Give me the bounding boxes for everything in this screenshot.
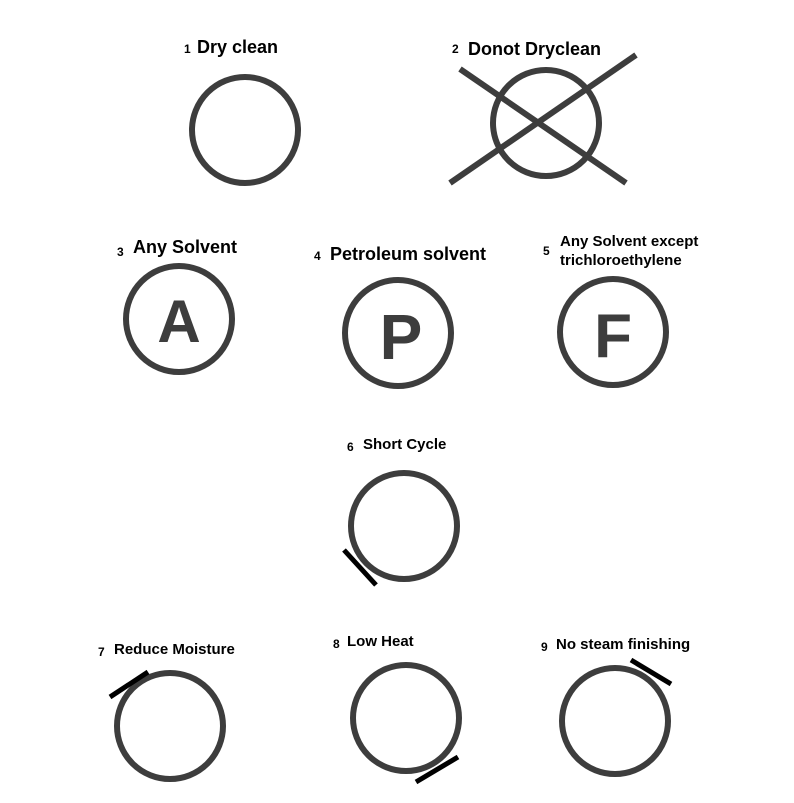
- circle-bottom-left-bar-icon: [344, 473, 457, 585]
- symbol-3-number: 3: [117, 245, 124, 259]
- symbol-7-label: Reduce Moisture: [114, 641, 235, 658]
- symbol-6-label: Short Cycle: [363, 436, 447, 453]
- circle-f-icon: [560, 279, 666, 385]
- symbol-4-letter: P: [379, 301, 423, 373]
- circle-icon: [192, 77, 298, 183]
- symbol-4-number: 4: [314, 249, 321, 263]
- circle-top-left-bar-icon: [110, 672, 223, 779]
- symbol-5-label-line2: trichloroethylene: [560, 252, 682, 269]
- circle-bottom-right-bar-icon: [353, 665, 459, 782]
- symbol-3-letter: A: [157, 288, 201, 355]
- symbol-9-label: No steam finishing: [556, 636, 691, 653]
- symbol-5-number: 5: [543, 244, 550, 258]
- symbol-6-number: 6: [347, 440, 354, 454]
- symbol-9-number: 9: [541, 640, 548, 654]
- symbol-5-letter: F: [594, 302, 632, 371]
- symbol-3-label: Any Solvent: [133, 237, 238, 257]
- symbol-2-label: Donot Dryclean: [468, 39, 602, 59]
- symbol-2-number: 2: [452, 42, 459, 56]
- symbol-8-label: Low Heat: [347, 633, 414, 650]
- crossed-circle-icon: [450, 55, 636, 183]
- symbol-7-number: 7: [98, 645, 105, 659]
- circle-a-icon: [126, 266, 232, 372]
- symbol-8-number: 8: [333, 637, 340, 651]
- symbol-4-label: Petroleum solvent: [330, 244, 487, 264]
- symbol-1-number: 1: [184, 42, 191, 56]
- symbol-1-label: Dry clean: [197, 37, 279, 57]
- circle-p-icon: [345, 280, 451, 386]
- circle-top-right-bar-icon: [562, 660, 671, 774]
- symbol-5-label-line1: Any Solvent except: [560, 233, 699, 250]
